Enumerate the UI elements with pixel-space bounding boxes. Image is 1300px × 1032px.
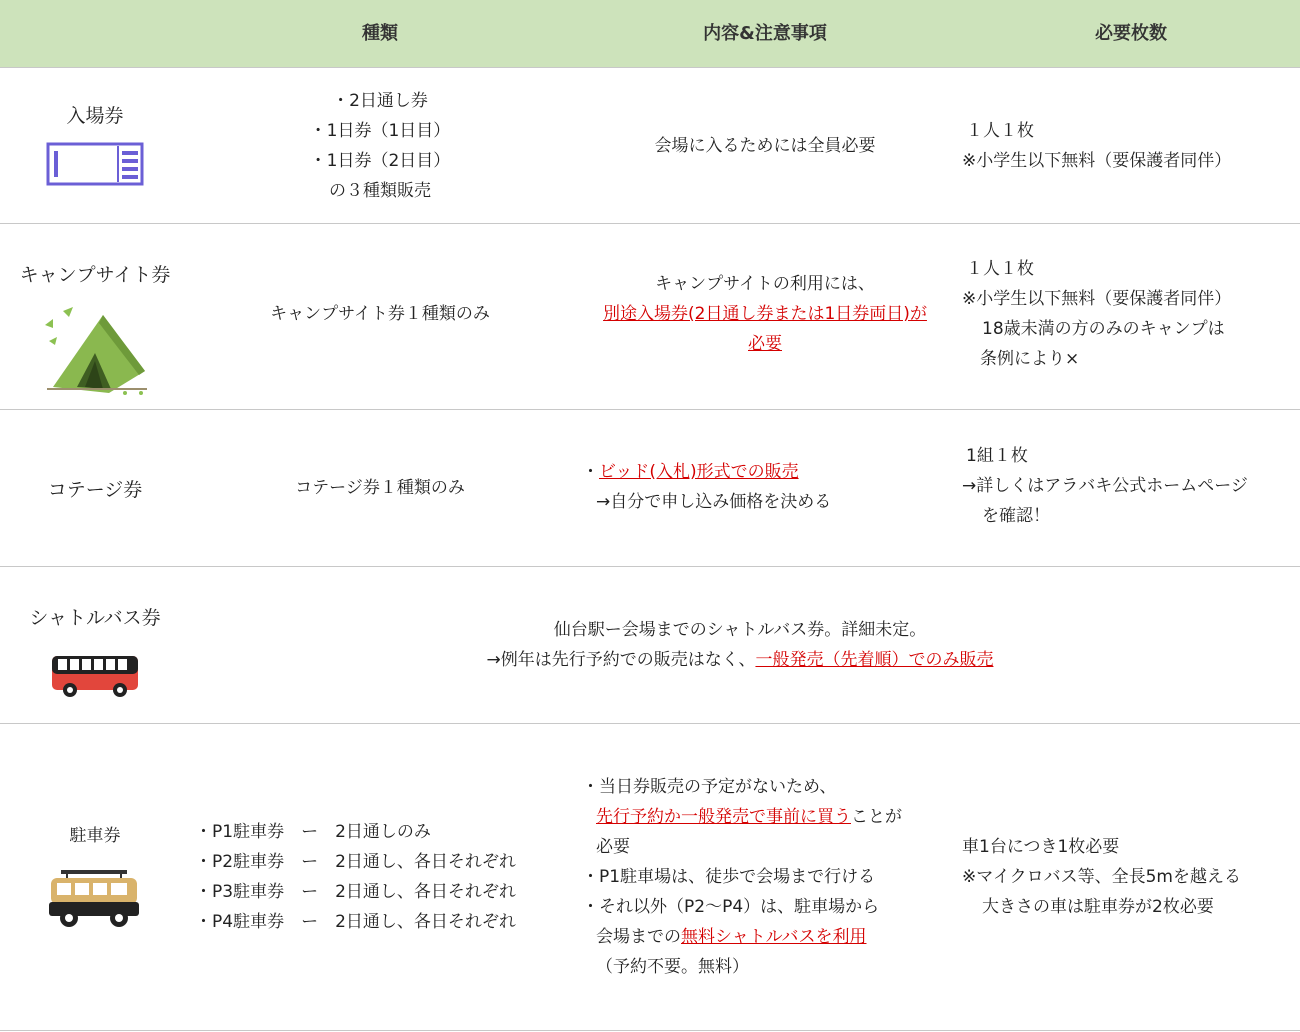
ticket-name: 入場券 [66, 105, 124, 127]
quantity-line: を確認！ [982, 506, 1050, 526]
type-line: ・P1駐車券 ー 2日通しのみ [195, 822, 431, 842]
quantity-line: １人１枚 [966, 120, 1034, 141]
detail-line: 会場に入るためには全員必要 [654, 135, 876, 156]
bullet: ・ [582, 462, 599, 482]
detail-line [582, 922, 960, 952]
quantity-line: 1組１枚 [966, 446, 1028, 466]
ticket-name: キャンプサイト券 [19, 264, 171, 286]
quantity-line: ※小学生以下無料（要保護者同伴） [962, 289, 1232, 309]
quantity-line: 18歳未満の方のみのキャンプは [982, 319, 1225, 339]
detail-text: 会場までの [596, 927, 681, 947]
ticket-name: 駐車券 [69, 825, 121, 846]
table-row [0, 224, 1300, 410]
header-type: 種類 [362, 23, 398, 44]
bus-icon [50, 654, 140, 702]
detail-line: 仙台駅ー会場までのシャトルバス券。詳細未定。 [553, 620, 927, 640]
type-line: キャンプサイト券１種類のみ [270, 304, 490, 324]
detail-line: ・当日券販売の予定がないため、 [582, 777, 837, 797]
detail-text: ことが [851, 807, 902, 827]
type-line: ・1日券（1日目） [309, 120, 451, 141]
detail-line: キャンプサイトの利用には、 [655, 274, 875, 294]
ticket-name: コテージ券 [47, 478, 143, 501]
ticket-types-cell [190, 410, 570, 566]
detail-line [582, 802, 960, 832]
ticket-name-cell [0, 410, 190, 566]
ticket-name-cell [0, 567, 190, 723]
ticket-name-cell [0, 724, 190, 1030]
type-line: ・P3駐車券 ー 2日通し、各日それぞれ [195, 882, 516, 902]
ticket-icon [46, 142, 144, 190]
tent-icon [37, 301, 153, 401]
details-cell-merged [190, 567, 1290, 723]
ticket-types-cell [190, 224, 570, 409]
quantity-line: ※小学生以下無料（要保護者同伴） [962, 150, 1232, 171]
quantity-line: ※マイクロバス等、全長5mを越える [962, 867, 1241, 887]
quantity-cell [962, 410, 1300, 566]
table-row [0, 724, 1300, 1031]
type-line: コテージ券１種類のみ [295, 478, 465, 498]
detail-text: →例年は先行予約での販売はなく、 [486, 650, 756, 670]
type-line: の３種類販売 [329, 180, 431, 201]
detail-line [487, 645, 994, 675]
detail-emphasis: ビッド(入札)形式での販売 [599, 462, 799, 482]
detail-emphasis: 必要 [748, 334, 782, 354]
header-quantity: 必要枚数 [1095, 23, 1167, 44]
ticket-name-cell [0, 224, 190, 409]
detail-emphasis: 無料シャトルバスを利用 [681, 927, 867, 947]
type-line: ・P4駐車券 ー 2日通し、各日それぞれ [195, 912, 516, 932]
detail-line: （予約不要。無料） [596, 957, 749, 977]
ticket-name: シャトルバス券 [29, 607, 161, 629]
ticket-types-cell [190, 68, 570, 223]
details-cell [570, 724, 960, 1030]
quantity-cell [962, 68, 1300, 223]
table-header [0, 0, 1300, 68]
detail-emphasis: 先行予約か一般発売で事前に買う [596, 807, 851, 827]
quantity-line: 車1台につき1枚必要 [962, 837, 1120, 857]
detail-line [582, 457, 960, 487]
details-cell [570, 224, 960, 409]
table-row [0, 410, 1300, 567]
quantity-line: 条例により× [980, 349, 1080, 369]
quantity-line: 大きさの車は駐車券が2枚必要 [982, 897, 1214, 917]
quantity-line: １人１枚 [966, 259, 1034, 279]
type-line: ・P2駐車券 ー 2日通し、各日それぞれ [195, 852, 516, 872]
details-cell [570, 68, 960, 223]
detail-line: ・P1駐車場は、徒歩で会場まで行ける [582, 867, 876, 887]
table-row [0, 567, 1300, 724]
detail-emphasis: 一般発売（先着順）でのみ販売 [755, 650, 994, 670]
header-details: 内容&注意事項 [703, 23, 827, 44]
table-row [0, 68, 1300, 224]
details-cell [570, 410, 960, 566]
type-line: ・2日通し券 [332, 90, 428, 111]
quantity-cell [962, 224, 1300, 409]
detail-line: →自分で申し込み価格を決める [596, 492, 832, 512]
ticket-types-cell [190, 724, 570, 1030]
quantity-cell [962, 724, 1300, 1030]
van-icon [47, 868, 143, 934]
ticket-name-cell [0, 68, 190, 223]
detail-line: 必要 [596, 837, 630, 857]
quantity-line: →詳しくはアラバキ公式ホームページ [962, 476, 1248, 496]
detail-line: ・それ以外（P2〜P4）は、駐車場から [582, 897, 880, 917]
detail-emphasis: 別途入場券(2日通し券または1日券両日)が [603, 304, 927, 324]
type-line: ・1日券（2日目） [309, 150, 451, 171]
